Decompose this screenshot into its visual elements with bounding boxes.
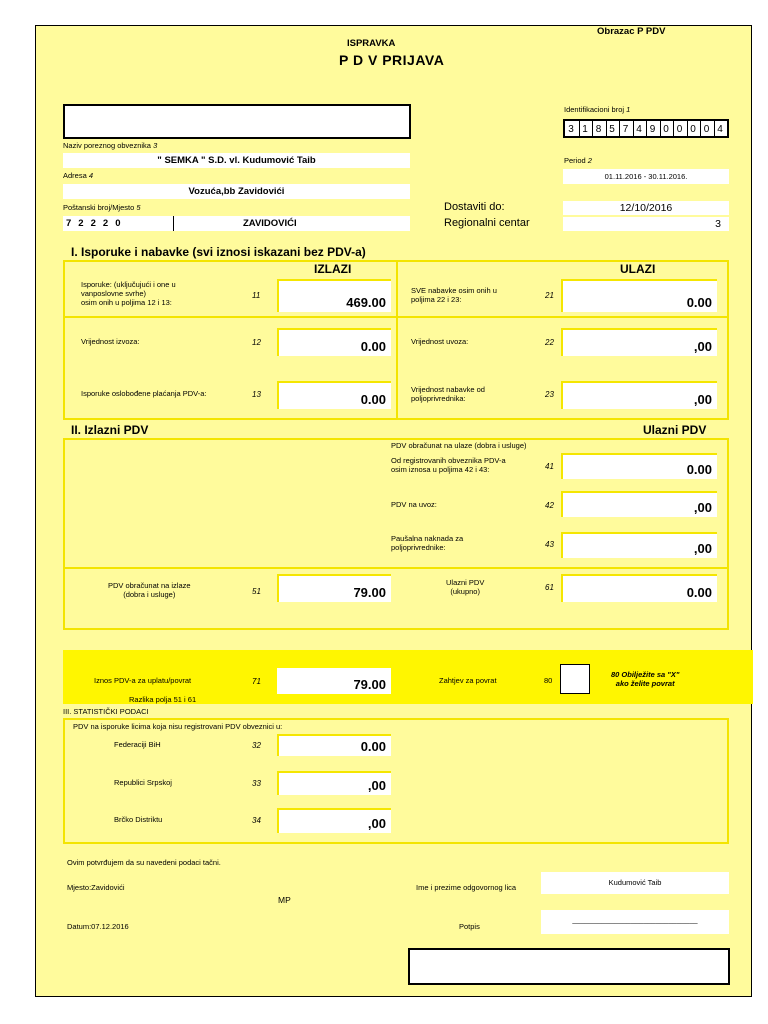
postal-city-field[interactable] (63, 216, 410, 231)
supplies-label: Isporuke: (uključujući i one u vanposlovne svrhe) osim onih u poljima 12 i 13: (81, 280, 176, 307)
postal-label: Poštanski broj/Mjesto 5 (63, 203, 141, 212)
section1-title: I. Isporuke i nabavke (svi iznosi iskazani bez PDV-a) (71, 245, 366, 259)
code-41: 41 (545, 462, 554, 471)
code-42: 42 (545, 501, 554, 510)
row-separator (65, 316, 727, 318)
section1-divider (396, 262, 398, 418)
input-vat-subheader: PDV obračunat na ulaze (dobra i usluge) (391, 441, 527, 450)
id-digit: 4 (714, 121, 726, 138)
due-date-field[interactable]: 12/10/2016 (563, 201, 729, 215)
responsible-field[interactable]: Kudumović Taib (541, 872, 729, 894)
pdv-form-page (35, 25, 752, 997)
form-title: P D V PRIJAVA (339, 52, 445, 68)
field-21[interactable]: 0.00 (561, 279, 717, 312)
code-43: 43 (545, 540, 554, 549)
id-digit: 0 (660, 121, 672, 138)
section2-in-title: Ulazni PDV (643, 423, 707, 437)
regional-center-label: Regionalni centar (444, 217, 530, 229)
postal-divider (173, 216, 174, 231)
code-71: 71 (252, 677, 261, 686)
field-43[interactable]: ,00 (561, 532, 717, 558)
output-vat-total-label: PDV obračunat na izlaze (dobra i usluge) (108, 581, 191, 599)
flat-rate-label: Paušalna naknada za poljoprivrednike: (391, 534, 464, 552)
id-digit: 8 (592, 121, 604, 138)
field-12[interactable]: 0.00 (277, 328, 391, 356)
id-digit: 0 (673, 121, 685, 138)
fbih-label: Federaciji BiH (114, 740, 161, 749)
code-33: 33 (252, 779, 261, 788)
correction-label: ISPRAVKA (347, 38, 396, 49)
taxpayer-stamp-box (63, 104, 411, 139)
refund-checkbox[interactable] (560, 664, 590, 694)
in-header: ULAZI (620, 262, 656, 276)
field-23[interactable]: ,00 (561, 381, 717, 409)
code-32: 32 (252, 741, 261, 750)
taxpayer-name-label: Naziv poreznog obveznika 3 (63, 141, 158, 150)
postal-code-digits: 72220 (66, 218, 128, 229)
difference-note: Razlika polja 51 i 61 (129, 695, 197, 704)
out-header: IZLAZI (314, 262, 352, 276)
field-51[interactable]: 79.00 (277, 574, 391, 602)
section3-subtitle: PDV na isporuke licima koja nisu registrovani PDV obveznici u: (73, 722, 283, 731)
bottom-stamp-box (408, 948, 730, 985)
exempt-label: Isporuke oslobođene plaćanja PDV-a: (81, 389, 207, 398)
field-22[interactable]: ,00 (561, 328, 717, 356)
stamp-label: MP (278, 895, 291, 905)
farmers-purchase-label: Vrijednost nabavke od poljoprivrednika: (411, 385, 485, 403)
brcko-label: Brčko Distriktu (114, 815, 163, 824)
id-digit: 5 (606, 121, 618, 138)
id-label: Identifikacioni broj 1 (564, 105, 631, 114)
id-number-field[interactable] (563, 119, 729, 138)
refund-label: Zahtjev za povrat (439, 676, 497, 685)
field-71[interactable]: 79.00 (277, 668, 391, 694)
totals-separator (65, 567, 727, 569)
signature-field[interactable]: ______________________________ (541, 910, 729, 934)
input-vat-total-label: Ulazni PDV (ukupno) (446, 578, 485, 596)
code-12: 12 (252, 338, 261, 347)
id-digit: 0 (687, 121, 699, 138)
purchases-label: SVE nabavke osim onih u poljima 22 i 23: (411, 286, 497, 304)
payment-label: Iznos PDV-a za uplatu/povrat (94, 676, 192, 685)
code-11: 11 (252, 291, 261, 300)
regional-center-field[interactable]: 3 (563, 217, 729, 231)
taxpayer-name-field[interactable]: " SEMKA " S.D. vl. Kudumović Taib (63, 153, 410, 168)
refund-code: 80 (544, 676, 553, 685)
id-digit: 0 (700, 121, 712, 138)
code-34: 34 (252, 816, 261, 825)
code-21: 21 (545, 291, 554, 300)
code-13: 13 (252, 390, 261, 399)
id-digit: 9 (646, 121, 658, 138)
import-vat-label: PDV na uvoz: (391, 500, 437, 509)
responsible-label: Ime i prezime odgovornog lica (416, 883, 517, 892)
refund-hint: 80 Obilježite sa "X" ako želite povrat (611, 670, 680, 688)
field-33[interactable]: ,00 (277, 771, 391, 795)
field-34[interactable]: ,00 (277, 808, 391, 833)
field-61[interactable]: 0.00 (561, 574, 717, 602)
code-61: 61 (545, 583, 554, 592)
address-label: Adresa 4 (63, 171, 94, 180)
confirmation-text: Ovim potvrđujem da su navedeni podaci tačni. (67, 858, 221, 867)
field-42[interactable]: ,00 (561, 491, 717, 517)
address-field[interactable]: Vozuća,bb Zavidovići (63, 184, 410, 199)
rs-label: Republici Srpskoj (114, 778, 172, 787)
section2-title: II. Izlazni PDV (71, 423, 149, 437)
id-digit: 1 (579, 121, 591, 138)
code-22: 22 (545, 338, 554, 347)
period-label: Period 2 (564, 156, 592, 165)
id-digit: 7 (619, 121, 631, 138)
period-field[interactable]: 01.11.2016 - 30.11.2016. (563, 169, 729, 184)
due-date-label: Dostaviti do: (444, 201, 505, 213)
id-digit: 3 (568, 124, 574, 135)
field-11[interactable]: 469.00 (277, 279, 391, 312)
signature-label: Potpis (459, 922, 480, 931)
registered-label: Od registrovanih obveznika PDV-a osim iznosa u poljima 42 i 43: (391, 456, 506, 474)
import-label: Vrijednost uvoza: (411, 337, 469, 346)
field-32[interactable]: 0.00 (277, 734, 391, 756)
id-digit: 4 (633, 121, 645, 138)
date-field: Datum:07.12.2016 (67, 922, 129, 931)
section3-title: III. STATISTIČKI PODACI (63, 707, 149, 716)
place-field: Mjesto:Zavidovići (67, 883, 125, 892)
export-label: Vrijednost izvoza: (81, 337, 140, 346)
field-41[interactable]: 0.00 (561, 453, 717, 479)
code-23: 23 (545, 390, 554, 399)
city-value: ZAVIDOVIĆI (243, 218, 297, 229)
field-13[interactable]: 0.00 (277, 381, 391, 409)
form-code: Obrazac P PDV (597, 26, 666, 37)
code-51: 51 (252, 587, 261, 596)
